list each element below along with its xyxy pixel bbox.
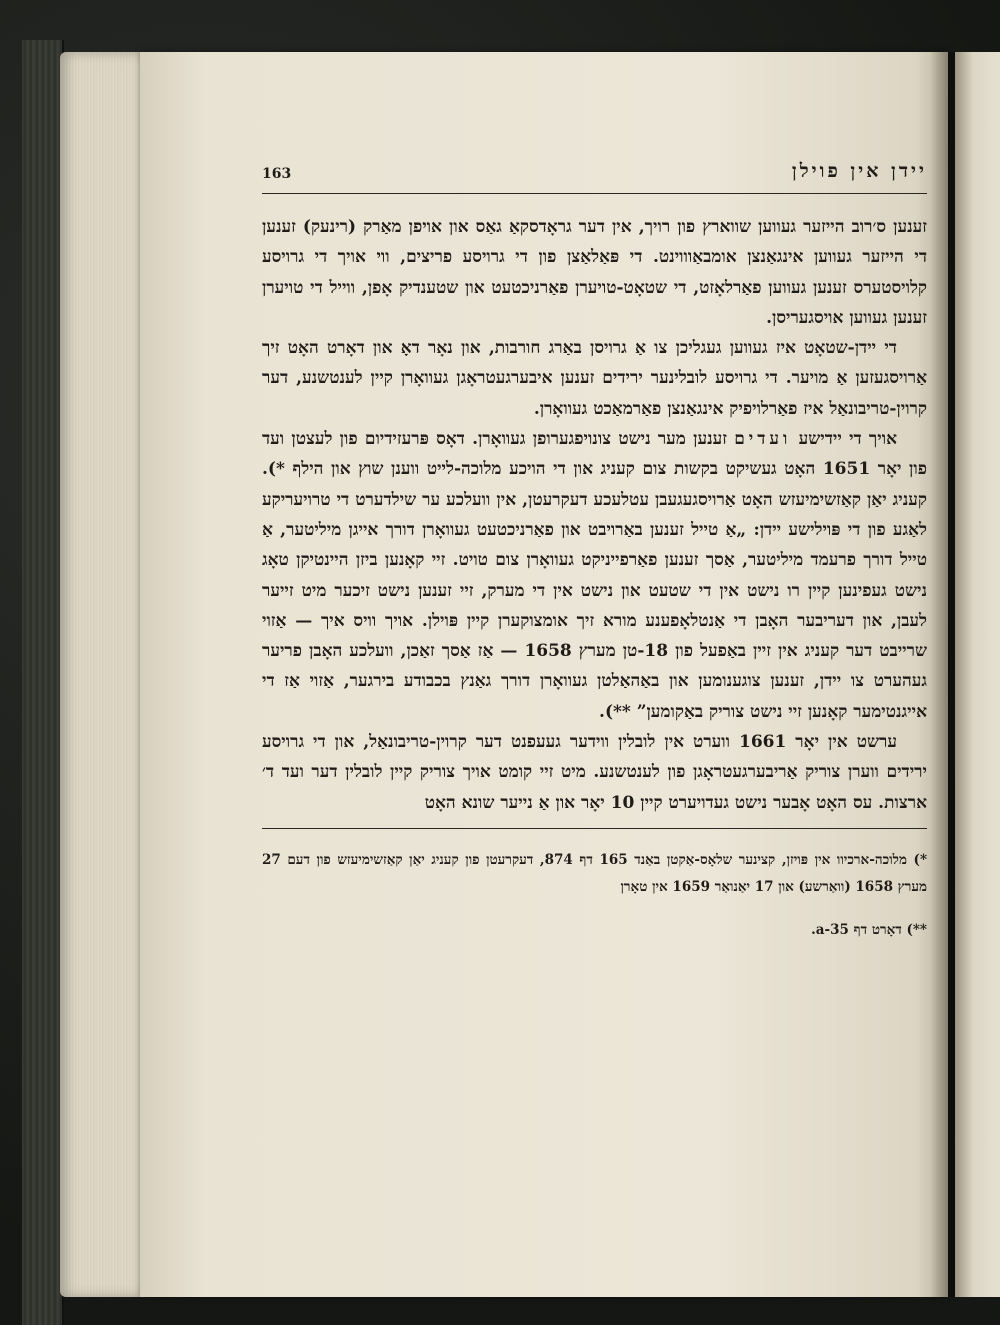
footnote-rule: [262, 828, 927, 829]
paragraph-3: [262, 424, 927, 727]
paragraph-2: די יידן-שטאָט איז געווען געגליכן צו אַ גרויסן באַרג חורבות, און נאָר דאָ און דאָרט האָט זיך אַרויסגעזען אַ מויער. די גרויסע לובלינער ירידים זענען איבערגעטראָגן געוואָרן קיין לענטשנע, דער קרוין-טריבונאַל איז פאַרלויפיק אינגאַנצן פאַרמאַכט געוואָרן.: [262, 338, 927, 419]
running-title: יידן אין פוילן: [791, 160, 927, 182]
footnote-2: **) דאָרט דף 35-a.: [811, 921, 927, 938]
paragraph-3-emphasis: ועדים: [734, 429, 792, 450]
body-text: [262, 212, 927, 818]
page-number: 163: [262, 166, 292, 182]
paragraph-4: ערשט אין יאָר 1661 ווערט אין לובלין ווידער געעפנט דער קרוין-טריבונאַל, און די גרויסע ירידים ווערן צוריק אַריבערגעטראָגן פון לענטשנע. מיט זיי קומט אויך צוריק קיין לובלין דער ועד ד׳ ארצות. עס האָט אָבער נישט געדויערט קיין 10 יאָר און אַ נייער שונא האָט: [262, 732, 927, 813]
footnote-1: *) מלוכה-ארכיוו אין פּויזן, קצינער שלאָס-אַקטן באַנד 165 דף 874, דעקרעטן פון קעניג יאַן קאַזשימיעזש פון דעם 27 מערץ 1658 (וואַרשע) און 17 יאַנואַר 1659 אין טאָרן: [262, 851, 927, 895]
page-edges: [60, 52, 144, 1297]
paragraph-3-start: אויך די יידישע: [791, 429, 898, 450]
page-content: [262, 160, 927, 944]
paragraph-3-rest: זענען מער נישט צונויפגערופן געוואָרן. דאָס פּרעזידיום פון לעצטן ועד פון יאָר 1651 האָט געשיקט בקשות צום קעניג און די הויכע מלוכה-לייט ווענן שוץ און הילף *). קעניג יאַן קאַזשימיעזש האָט אַרויסגעגעבן עטלעכע דעקרעטן, אין וועלכע ער שילדערט די טרויעריקע לאַגע פון די פּוילישע יידן: „אַ טייל זענען באַרויבט און פאַרניכטעט געוואָרן דורך אייגן מיליטער, אַ טייל דורך פרעמד מיליטער, אַסך זענען פאַרפייניקט געוואָרן צום טויט. זיי קאָנען ביזן היינטיקן טאָג נישט געפינען קיין רו נישט אין די שטעט און נישט אין די מערק, זיי זענען נישט זיכער מיט זייער לעבן, און דעריבער האָבן די אַנטלאָפענע מורא זיך אומצוקערן קיין פּוילן. אויך וויס איך — אַזוי שרייבט דער קעניג אין זיין באַפעל פון 18-טן מערץ 1658 — אַז אַסך זאַכן, וועלכע האָבן פריער געהערט צו יידן, זענען צוגענומען און באַהאַלטן געוואָרן דורך גאַנץ בכבודע בירגער, אַזוי אַז די אייגנטימער קאָנען זיי נישט צוריק באַקומען” **).: [262, 429, 928, 722]
book-spine: [22, 40, 64, 1325]
facing-page-edge: [955, 52, 1000, 1297]
header-rule: [262, 193, 927, 194]
footnotes: [262, 847, 927, 944]
paragraph-1: זענען ס׳רוב הייזער געווען שווארץ פון רויך, אין דער גראָדסקאַ גאַס און אויפן מאַרק (רינעק) זענען די הייזער געווען אינגאַנצן אומבאַוווינט. די פּאַלאַצן פון די גרויסע פריצים, ווי אויך די גרויסע קלויסטערס זענען געווען פאַרלאָזט, די שטאָט-טויערן פאַרניכטעט און שטענדיק אָפן, ווייל די טויערן זענען געווען אויסגעריסן.: [262, 217, 927, 328]
page-header: [262, 160, 927, 190]
